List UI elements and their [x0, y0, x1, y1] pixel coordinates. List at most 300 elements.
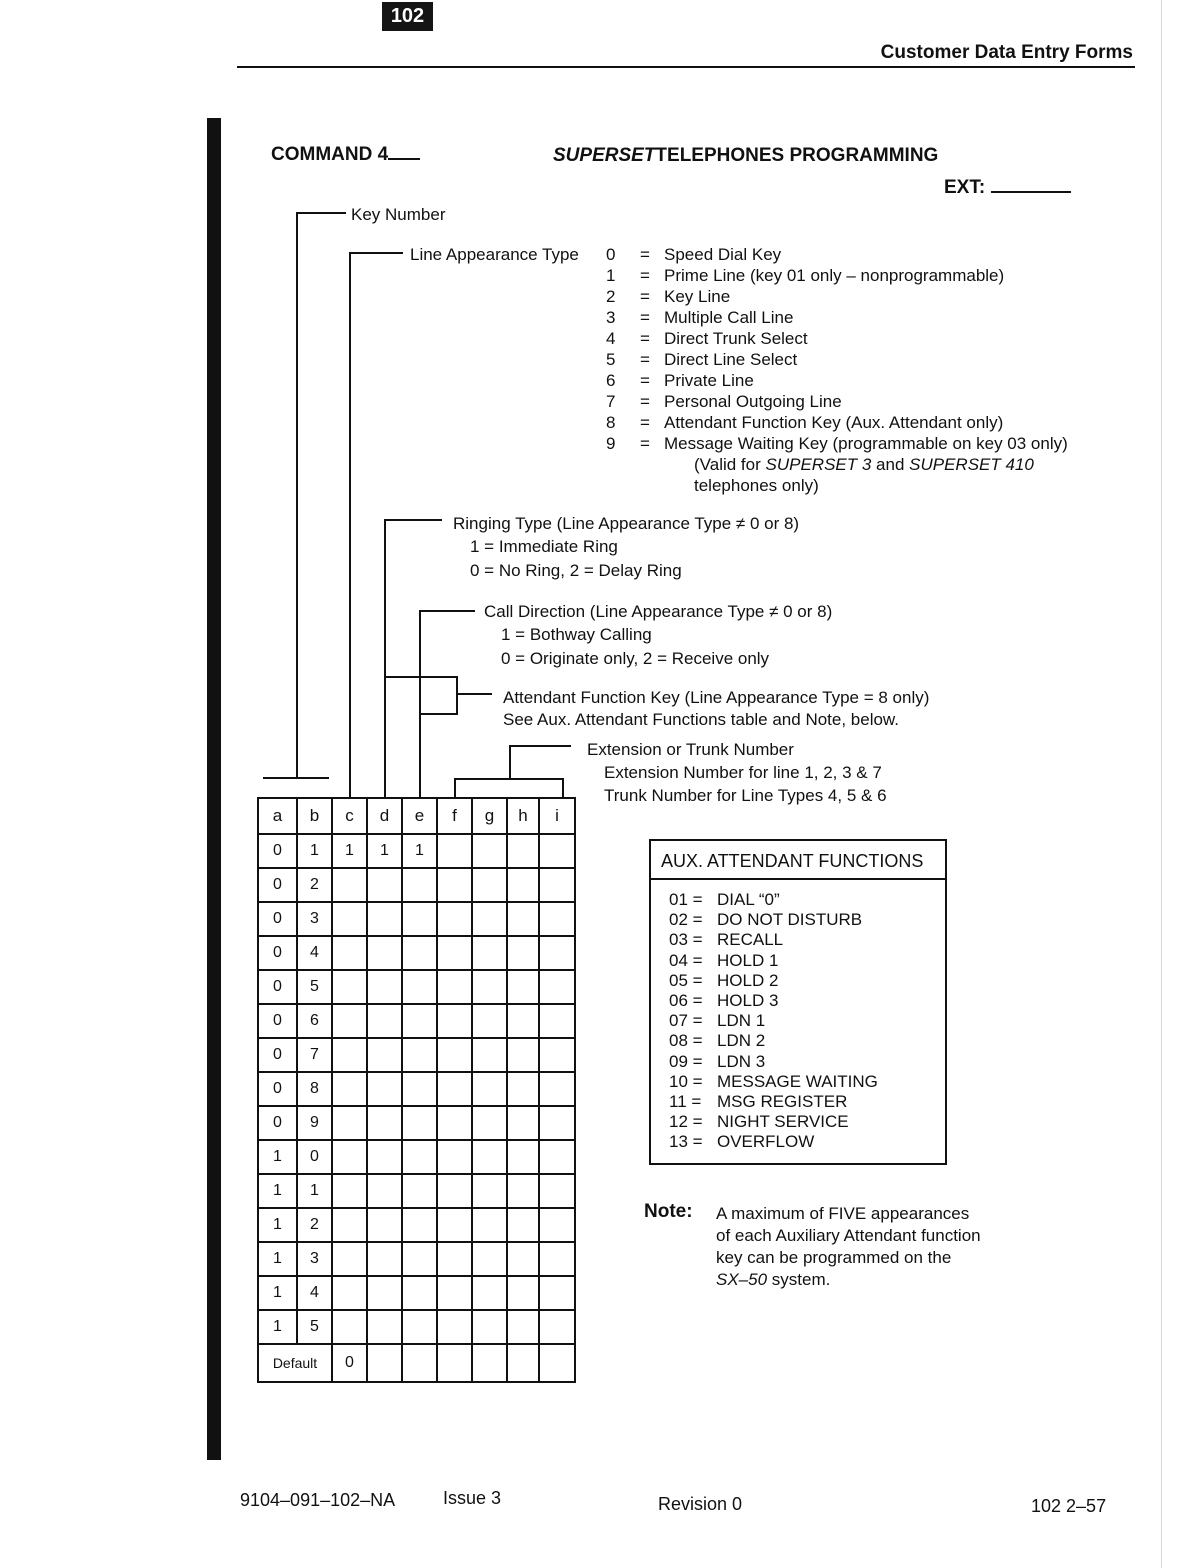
table-cell[interactable]	[472, 1344, 507, 1382]
key-number-cell: 0	[258, 868, 297, 902]
key-number-cell: 0	[258, 1038, 297, 1072]
code-row	[606, 328, 1068, 349]
table-cell[interactable]	[507, 970, 539, 1004]
table-cell[interactable]	[332, 1208, 367, 1242]
key-number-cell: 2	[297, 868, 332, 902]
code9-note-text: and	[871, 455, 910, 474]
aux-item	[669, 1011, 945, 1031]
code-description: Direct Line Select	[664, 350, 798, 369]
code-number: 4	[606, 329, 616, 348]
table-cell[interactable]	[367, 1140, 402, 1174]
note-text	[716, 1203, 981, 1291]
aux-code: 01 =	[669, 890, 703, 909]
table-cell[interactable]	[367, 970, 402, 1004]
aux-item	[669, 1072, 945, 1092]
note-system-italic: SX–50	[716, 1270, 768, 1289]
call-direction-line2: 0 = Originate only, 2 = Receive only	[501, 649, 770, 668]
form-title-rest: TELEPHONES PROGRAMMING	[655, 145, 939, 166]
aux-item	[669, 1092, 945, 1112]
key-number-cell: 1	[258, 1276, 297, 1310]
table-cell[interactable]	[507, 1038, 539, 1072]
table-row	[258, 834, 575, 868]
column-header: c	[332, 798, 367, 834]
code-description: Speed Dial Key	[664, 245, 782, 264]
code-row	[606, 286, 1068, 307]
code-description: Personal Outgoing Line	[664, 392, 842, 411]
column-header: h	[507, 798, 539, 834]
header-rule	[237, 66, 1135, 68]
table-cell[interactable]	[332, 1106, 367, 1140]
aux-function-name: HOLD 3	[717, 991, 779, 1011]
code-description: Message Waiting Key (programmable on key 03 only)	[664, 434, 1068, 453]
table-cell[interactable]	[472, 1208, 507, 1242]
default-label: Default	[258, 1344, 332, 1382]
key-number-cell: 1	[258, 1310, 297, 1344]
table-row	[258, 902, 575, 936]
note-line: of each Auxiliary Attendant function	[716, 1226, 981, 1245]
connector-line	[384, 519, 386, 797]
code-row	[606, 244, 1068, 265]
code-number: 6	[606, 371, 616, 390]
table-cell[interactable]: 1	[332, 834, 367, 868]
footer-page-number: 102 2–57	[1031, 1496, 1107, 1516]
table-cell[interactable]	[539, 902, 575, 936]
code-description: Key Line	[664, 287, 731, 306]
aux-code: 08 =	[669, 1031, 703, 1051]
command-blank	[388, 142, 420, 160]
code-number: 2	[606, 287, 616, 306]
aux-item	[669, 910, 945, 930]
table-cell[interactable]	[539, 1174, 575, 1208]
connector-line	[456, 676, 458, 715]
code-equals: =	[640, 266, 650, 285]
code9-note-italic: SUPERSET 3	[765, 455, 872, 474]
table-row	[258, 1242, 575, 1276]
programming-table	[257, 797, 576, 1383]
aux-code: 09 =	[669, 1051, 703, 1071]
table-cell[interactable]	[507, 1106, 539, 1140]
table-cell[interactable]	[437, 1242, 472, 1276]
table-cell[interactable]	[539, 1242, 575, 1276]
key-number-cell: 7	[297, 1038, 332, 1072]
connector-line	[349, 252, 403, 254]
ext-field	[944, 175, 1071, 199]
table-row	[258, 1276, 575, 1310]
key-number-cell: 8	[297, 1072, 332, 1106]
column-header: i	[539, 798, 575, 834]
table-cell[interactable]	[367, 1038, 402, 1072]
table-row	[258, 970, 575, 1004]
table-row	[258, 1038, 575, 1072]
table-cell[interactable]	[539, 1276, 575, 1310]
connector-line	[509, 745, 571, 747]
table-cell[interactable]	[367, 868, 402, 902]
table-cell[interactable]	[402, 1072, 437, 1106]
table-cell[interactable]	[472, 936, 507, 970]
table-cell[interactable]	[402, 1106, 437, 1140]
table-cell[interactable]	[472, 1276, 507, 1310]
table-cell[interactable]	[507, 1344, 539, 1382]
aux-title: AUX. ATTENDANT FUNCTIONS	[651, 841, 945, 880]
table-cell[interactable]	[402, 1310, 437, 1344]
key-number-cell: 2	[297, 1208, 332, 1242]
header-title: Customer Data Entry Forms	[880, 42, 1133, 63]
code-row	[606, 433, 1068, 454]
key-number-cell: 4	[297, 1276, 332, 1310]
table-cell[interactable]	[539, 1344, 575, 1382]
code9-note	[606, 454, 1068, 475]
table-cell[interactable]	[507, 1208, 539, 1242]
table-cell[interactable]	[332, 1174, 367, 1208]
table-cell[interactable]	[437, 1004, 472, 1038]
table-cell[interactable]	[472, 1174, 507, 1208]
table-row	[258, 1004, 575, 1038]
extension-line2: Trunk Number for Line Types 4, 5 & 6	[604, 786, 887, 805]
table-cell[interactable]	[402, 936, 437, 970]
table-row	[258, 1208, 575, 1242]
table-cell[interactable]: 1	[402, 834, 437, 868]
table-cell[interactable]	[437, 1140, 472, 1174]
ringing-type-line2: 0 = No Ring, 2 = Delay Ring	[470, 561, 682, 580]
form-title-italic: SUPERSET	[553, 145, 656, 166]
table-cell[interactable]	[507, 936, 539, 970]
table-cell[interactable]	[437, 1310, 472, 1344]
key-number-cell: 0	[258, 936, 297, 970]
table-cell[interactable]	[539, 1208, 575, 1242]
table-cell[interactable]	[437, 834, 472, 868]
table-cell[interactable]: 1	[367, 834, 402, 868]
table-cell[interactable]	[507, 1140, 539, 1174]
line-appearance-type-label: Line Appearance Type	[410, 245, 579, 264]
table-row	[258, 936, 575, 970]
table-cell[interactable]	[437, 1174, 472, 1208]
aux-code: 12 =	[669, 1112, 703, 1132]
code-equals: =	[640, 350, 650, 369]
code-equals: =	[640, 392, 650, 411]
key-number-cell: 1	[258, 1140, 297, 1174]
code-number: 9	[606, 434, 616, 453]
table-cell[interactable]	[367, 1208, 402, 1242]
code9-note-line2: telephones only)	[694, 476, 819, 495]
table-cell[interactable]	[437, 936, 472, 970]
connector-line	[419, 610, 421, 797]
note-line: key can be programmed on the	[716, 1248, 952, 1267]
aux-item	[669, 1031, 945, 1051]
table-cell[interactable]	[332, 902, 367, 936]
table-cell[interactable]: 0	[332, 1344, 367, 1382]
table-cell[interactable]	[539, 936, 575, 970]
table-cell[interactable]	[472, 1106, 507, 1140]
footer-revision: Revision 0	[658, 1494, 743, 1514]
table-cell[interactable]	[437, 1072, 472, 1106]
table-cell[interactable]	[367, 1174, 402, 1208]
table-header-row	[258, 798, 575, 834]
key-number-cell: 0	[258, 834, 297, 868]
code-number: 1	[606, 266, 616, 285]
extension-line1: Extension Number for line 1, 2, 3 & 7	[604, 763, 882, 782]
aux-item	[669, 1052, 945, 1072]
table-cell[interactable]	[507, 1310, 539, 1344]
note-line	[716, 1269, 981, 1291]
table-cell[interactable]	[402, 1004, 437, 1038]
table-cell[interactable]	[472, 834, 507, 868]
code-number: 0	[606, 245, 616, 264]
table-cell[interactable]	[539, 1106, 575, 1140]
attendant-function-title: Attendant Function Key (Line Appearance Type = 8 only)	[503, 688, 930, 707]
table-cell[interactable]	[367, 936, 402, 970]
table-cell[interactable]	[367, 1310, 402, 1344]
code-equals: =	[640, 371, 650, 390]
table-cell[interactable]	[472, 970, 507, 1004]
aux-attendant-functions-box	[649, 839, 947, 1165]
aux-function-name: OVERFLOW	[717, 1132, 815, 1152]
column-header: a	[258, 798, 297, 834]
table-cell[interactable]	[472, 902, 507, 936]
column-header: f	[437, 798, 472, 834]
table-cell[interactable]	[332, 868, 367, 902]
key-number-cell: 0	[258, 1106, 297, 1140]
table-cell[interactable]	[367, 1004, 402, 1038]
table-cell[interactable]	[539, 970, 575, 1004]
code-equals: =	[640, 245, 650, 264]
aux-function-name: DO NOT DISTURB	[717, 910, 863, 930]
table-cell[interactable]	[539, 1310, 575, 1344]
table-cell[interactable]	[507, 1004, 539, 1038]
code-description: Direct Trunk Select	[664, 329, 808, 348]
table-cell[interactable]	[472, 1310, 507, 1344]
table-row	[258, 1310, 575, 1344]
aux-code: 07 =	[669, 1011, 703, 1031]
code-equals: =	[640, 413, 650, 432]
note-label: Note:	[644, 1201, 693, 1222]
table-row	[258, 1106, 575, 1140]
code-equals: =	[640, 329, 650, 348]
connector-line	[263, 777, 329, 779]
table-cell[interactable]	[507, 902, 539, 936]
aux-code: 06 =	[669, 991, 703, 1011]
ringing-type-title: Ringing Type (Line Appearance Type ≠ 0 or 8)	[453, 514, 800, 533]
table-cell[interactable]	[367, 1276, 402, 1310]
code-number: 3	[606, 308, 616, 327]
aux-function-name: RECALL	[717, 930, 784, 950]
table-cell[interactable]	[437, 1106, 472, 1140]
table-cell[interactable]	[437, 1208, 472, 1242]
line-appearance-codes	[606, 244, 1068, 496]
aux-item	[669, 930, 945, 950]
connector-line	[454, 778, 564, 780]
table-cell[interactable]	[539, 1038, 575, 1072]
code-row	[606, 391, 1068, 412]
column-header: b	[297, 798, 332, 834]
table-cell[interactable]	[367, 1344, 402, 1382]
table-cell[interactable]	[472, 1242, 507, 1276]
table-cell[interactable]	[402, 1208, 437, 1242]
table-cell[interactable]	[332, 1140, 367, 1174]
table-cell[interactable]	[507, 1242, 539, 1276]
page-edge	[1161, 0, 1162, 1568]
table-cell[interactable]	[437, 868, 472, 902]
key-number-label: Key Number	[351, 205, 446, 224]
table-cell[interactable]	[507, 834, 539, 868]
table-cell[interactable]	[539, 834, 575, 868]
table-cell[interactable]	[507, 868, 539, 902]
table-cell[interactable]	[332, 1276, 367, 1310]
ext-label: EXT:	[944, 177, 986, 198]
note-line: A maximum of FIVE appearances	[716, 1204, 970, 1223]
connector-line	[384, 519, 442, 521]
table-cell[interactable]	[539, 1072, 575, 1106]
key-number-cell: 5	[297, 970, 332, 1004]
footer-issue: Issue 3	[443, 1488, 502, 1508]
table-cell[interactable]	[437, 1038, 472, 1072]
connector-line	[296, 212, 298, 777]
key-number-cell: 0	[258, 902, 297, 936]
ext-blank	[991, 175, 1071, 193]
table-cell[interactable]	[332, 970, 367, 1004]
table-cell[interactable]	[402, 1174, 437, 1208]
table-cell[interactable]	[539, 1004, 575, 1038]
code-equals: =	[640, 287, 650, 306]
key-number-cell: 3	[297, 1242, 332, 1276]
aux-function-name: DIAL “0”	[717, 890, 780, 909]
key-number-cell: 1	[297, 834, 332, 868]
code-description: Multiple Call Line	[664, 308, 794, 327]
code-description: Private Line	[664, 371, 754, 390]
connector-line	[421, 713, 458, 715]
extension-title: Extension or Trunk Number	[587, 740, 794, 759]
default-row	[258, 1344, 575, 1382]
connector-line	[458, 693, 492, 695]
aux-item	[669, 890, 945, 910]
call-direction-title: Call Direction (Line Appearance Type ≠ 0 or 8)	[484, 602, 833, 621]
form-title	[553, 145, 938, 167]
code-row	[606, 412, 1068, 433]
table-cell[interactable]	[472, 1072, 507, 1106]
aux-item	[669, 1112, 945, 1132]
table-cell[interactable]	[437, 1344, 472, 1382]
ringing-type-line1: 1 = Immediate Ring	[470, 537, 618, 556]
column-header: d	[367, 798, 402, 834]
code-row	[606, 349, 1068, 370]
table-cell[interactable]	[332, 1038, 367, 1072]
aux-item	[669, 1132, 945, 1152]
aux-function-name: MSG REGISTER	[717, 1092, 848, 1112]
connector-line	[296, 212, 346, 214]
aux-item	[669, 971, 945, 991]
table-cell[interactable]	[402, 1038, 437, 1072]
code-row	[606, 307, 1068, 328]
aux-function-name: LDN 3	[717, 1051, 766, 1071]
table-cell[interactable]	[332, 1072, 367, 1106]
key-number-cell: 1	[297, 1174, 332, 1208]
column-header: g	[472, 798, 507, 834]
table-cell[interactable]	[367, 1072, 402, 1106]
table-cell[interactable]	[402, 1344, 437, 1382]
code-equals: =	[640, 434, 650, 453]
command-label	[271, 142, 420, 166]
table-cell[interactable]	[472, 1004, 507, 1038]
connector-line	[349, 252, 351, 797]
key-number-cell: 4	[297, 936, 332, 970]
key-number-cell: 0	[258, 1072, 297, 1106]
table-cell[interactable]	[437, 970, 472, 1004]
aux-code: 05 =	[669, 970, 703, 990]
key-number-cell: 9	[297, 1106, 332, 1140]
connector-line	[386, 676, 458, 678]
table-cell[interactable]	[402, 970, 437, 1004]
code-description: Attendant Function Key (Aux. Attendant only)	[664, 413, 1004, 432]
table-row	[258, 1174, 575, 1208]
table-cell[interactable]	[332, 1310, 367, 1344]
key-number-cell: 0	[297, 1140, 332, 1174]
aux-code: 03 =	[669, 930, 703, 950]
table-cell[interactable]	[539, 1140, 575, 1174]
table-cell[interactable]	[402, 1242, 437, 1276]
table-cell[interactable]	[472, 1140, 507, 1174]
table-cell[interactable]	[437, 1276, 472, 1310]
code-description: Prime Line (key 01 only – nonprogrammable)	[664, 266, 1005, 285]
table-cell[interactable]	[332, 1242, 367, 1276]
aux-item	[669, 951, 945, 971]
table-cell[interactable]	[367, 1242, 402, 1276]
key-number-cell: 1	[258, 1208, 297, 1242]
table-row	[258, 1140, 575, 1174]
aux-function-name: LDN 1	[717, 1011, 766, 1031]
table-cell[interactable]	[472, 868, 507, 902]
connector-line	[562, 778, 564, 797]
table-cell[interactable]	[332, 936, 367, 970]
table-cell[interactable]	[402, 902, 437, 936]
key-number-cell: 1	[258, 1242, 297, 1276]
aux-list	[651, 880, 945, 1153]
aux-code: 02 =	[669, 910, 703, 930]
code-row	[606, 370, 1068, 391]
table-cell[interactable]	[402, 868, 437, 902]
table-cell[interactable]	[507, 1072, 539, 1106]
table-cell[interactable]	[507, 1174, 539, 1208]
table-cell[interactable]	[437, 902, 472, 936]
aux-function-name: HOLD 1	[717, 950, 779, 970]
code-number: 7	[606, 392, 616, 411]
table-cell[interactable]	[402, 1276, 437, 1310]
table-cell[interactable]	[507, 1276, 539, 1310]
command-text: COMMAND 4	[271, 144, 389, 165]
code9-note-italic: SUPERSET 410	[909, 455, 1034, 474]
table-cell[interactable]	[539, 868, 575, 902]
footer-doc-number: 9104–091–102–NA	[240, 1490, 396, 1510]
aux-function-name: MESSAGE WAITING	[717, 1071, 878, 1091]
aux-function-name: NIGHT SERVICE	[717, 1112, 849, 1132]
note-system-rest: system.	[767, 1270, 831, 1289]
table-cell[interactable]	[472, 1038, 507, 1072]
aux-code: 10 =	[669, 1071, 703, 1091]
table-row	[258, 1072, 575, 1106]
aux-item	[669, 991, 945, 1011]
table-cell[interactable]	[367, 1106, 402, 1140]
key-number-cell: 0	[258, 1004, 297, 1038]
table-cell[interactable]	[402, 1140, 437, 1174]
key-number-cell: 1	[258, 1174, 297, 1208]
table-cell[interactable]	[367, 902, 402, 936]
code-number: 8	[606, 413, 616, 432]
connector-line	[509, 745, 511, 778]
table-row	[258, 868, 575, 902]
table-cell[interactable]	[332, 1004, 367, 1038]
connector-line	[454, 778, 456, 797]
section-tab-label: 102	[382, 2, 433, 31]
attendant-function-line1: See Aux. Attendant Functions table and Note, below.	[503, 710, 899, 729]
key-number-cell: 5	[297, 1310, 332, 1344]
